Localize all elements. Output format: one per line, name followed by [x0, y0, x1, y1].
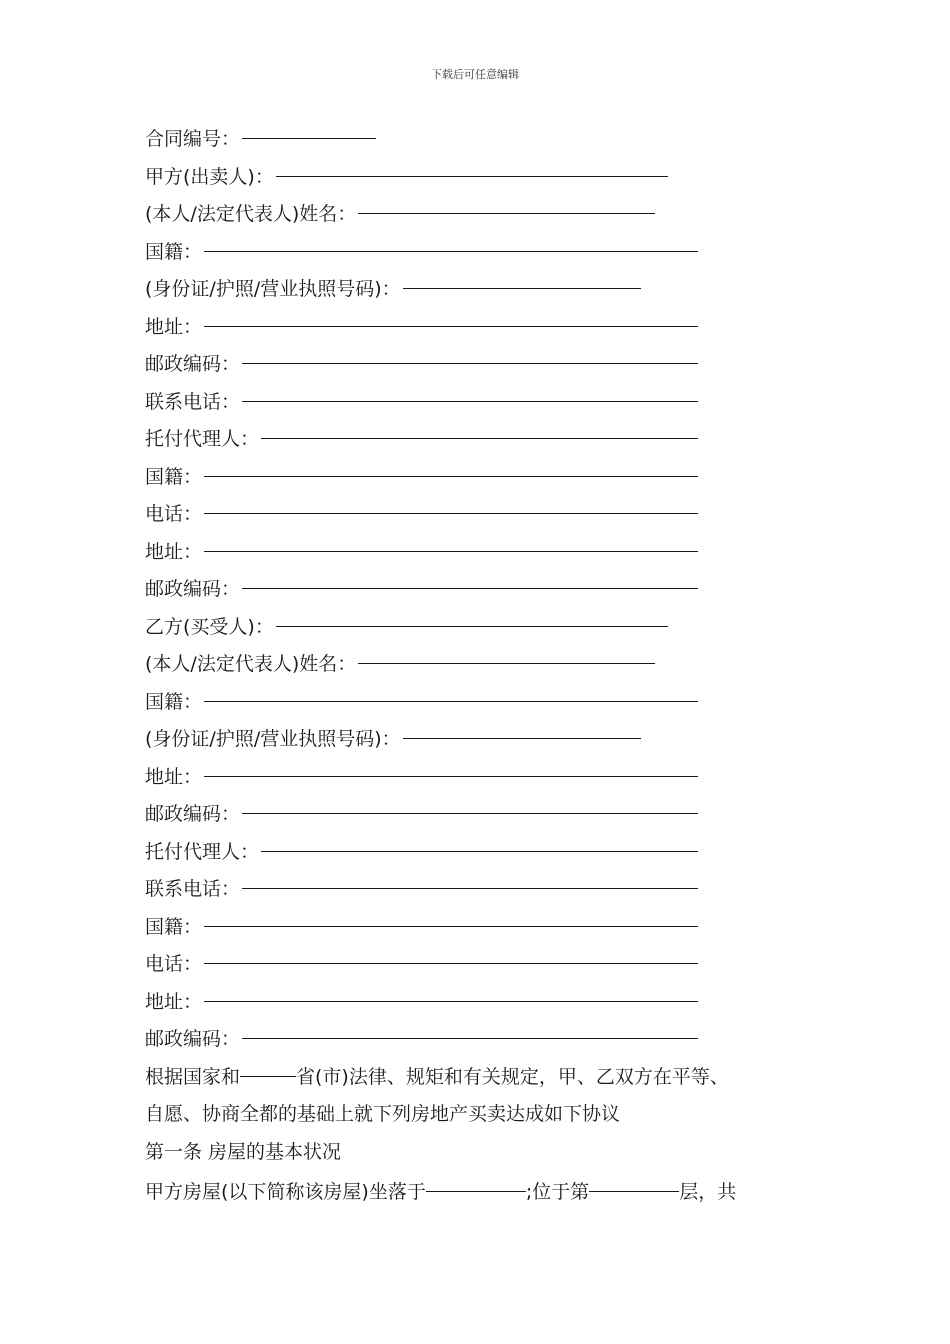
field-label: (本人/法定代表人)姓名： — [145, 653, 357, 675]
field-blank[interactable] — [204, 681, 698, 702]
field-label: 联系电话： — [145, 878, 241, 900]
paragraph-text: 甲方房屋(以下简称该房屋)坐落于 — [145, 1181, 426, 1203]
field-row — [145, 868, 825, 906]
field-blank[interactable] — [242, 118, 376, 139]
field-row — [145, 1018, 825, 1056]
field-label: 邮政编码： — [145, 1028, 241, 1050]
paragraph-text: ;位于第 — [525, 1181, 590, 1203]
field-label: 地址： — [145, 540, 203, 563]
field-row — [145, 343, 825, 381]
field-row — [145, 756, 825, 794]
field-blank[interactable] — [204, 981, 698, 1002]
field-label: 电话： — [145, 953, 203, 975]
field-row — [145, 718, 825, 756]
field-label: 合同编号： — [145, 128, 241, 150]
field-row — [145, 793, 825, 831]
field-row — [145, 231, 825, 269]
page-header: 下载后可任意编辑 — [431, 68, 519, 81]
field-blank[interactable] — [276, 606, 668, 627]
field-label: 托付代理人： — [145, 840, 260, 863]
field-row — [145, 643, 825, 681]
field-blank[interactable] — [242, 793, 698, 814]
field-blank[interactable] — [204, 906, 698, 927]
field-row — [145, 943, 825, 981]
field-blank[interactable] — [204, 231, 698, 252]
article-title: 第一条 房屋的基本状况 — [145, 1140, 342, 1163]
paragraph-text: 层，共 — [679, 1181, 737, 1203]
field-row — [145, 306, 825, 344]
field-blank[interactable] — [242, 381, 698, 402]
field-row — [145, 193, 825, 231]
paragraph-text: 省(市)法律、规矩和有关规定，甲、乙双方在平等、 — [296, 1065, 729, 1088]
field-blank[interactable] — [242, 343, 698, 364]
field-blank[interactable] — [242, 568, 698, 589]
field-label: 地址： — [145, 765, 203, 788]
field-label: 乙方(买受人)： — [145, 615, 274, 638]
field-blank[interactable] — [204, 756, 698, 777]
field-label: 地址： — [145, 315, 203, 338]
field-row — [145, 981, 825, 1019]
paragraph-line-3 — [145, 1171, 825, 1212]
field-blank[interactable] — [204, 456, 698, 477]
field-row — [145, 493, 825, 531]
field-row — [145, 606, 825, 644]
field-label: 电话： — [145, 503, 203, 525]
field-label: 邮政编码： — [145, 803, 241, 825]
field-row — [145, 156, 825, 194]
field-blank[interactable] — [358, 193, 655, 214]
field-blank[interactable] — [242, 868, 698, 889]
field-label: 国籍： — [145, 915, 203, 938]
field-label: 国籍： — [145, 240, 203, 263]
field-label: 甲方(出卖人)： — [145, 165, 274, 188]
field-label: 联系电话： — [145, 390, 241, 413]
field-label: 国籍： — [145, 690, 203, 713]
paragraph-line-2: 自愿、协商全都的基础上就下列房地产买卖达成如下协议 — [145, 1103, 621, 1125]
field-blank[interactable] — [204, 531, 698, 552]
field-row — [145, 568, 825, 606]
field-label: 托付代理人： — [145, 428, 260, 450]
field-blank[interactable] — [204, 493, 698, 514]
field-row — [145, 831, 825, 869]
field-label: 邮政编码： — [145, 353, 241, 375]
field-blank[interactable] — [204, 306, 698, 327]
contract-body — [145, 118, 825, 1212]
field-row — [145, 118, 825, 156]
field-label: 国籍： — [145, 465, 203, 488]
floor-blank[interactable] — [589, 1171, 679, 1192]
location-blank[interactable] — [426, 1171, 526, 1192]
field-label: 邮政编码： — [145, 578, 241, 600]
field-label: (本人/法定代表人)姓名： — [145, 203, 357, 225]
field-row — [145, 381, 825, 419]
field-label: (身份证/护照/营业执照号码)： — [145, 728, 401, 750]
field-label: 地址： — [145, 990, 203, 1013]
field-label: (身份证/护照/营业执照号码)： — [145, 278, 401, 300]
field-row — [145, 418, 825, 456]
field-blank[interactable] — [403, 718, 641, 739]
province-blank[interactable] — [240, 1056, 296, 1077]
field-blank[interactable] — [403, 268, 641, 289]
field-blank[interactable] — [261, 831, 698, 852]
field-row — [145, 268, 825, 306]
field-row — [145, 531, 825, 569]
party-fields — [145, 118, 825, 1056]
field-row — [145, 906, 825, 944]
paragraph-line-1 — [145, 1056, 825, 1097]
field-row — [145, 681, 825, 719]
field-blank[interactable] — [276, 156, 668, 177]
field-row — [145, 456, 825, 494]
paragraph-text: 根据国家和 — [145, 1065, 241, 1088]
field-blank[interactable] — [204, 943, 698, 964]
field-blank[interactable] — [358, 643, 655, 664]
field-blank[interactable] — [242, 1018, 698, 1039]
field-blank[interactable] — [261, 418, 698, 439]
